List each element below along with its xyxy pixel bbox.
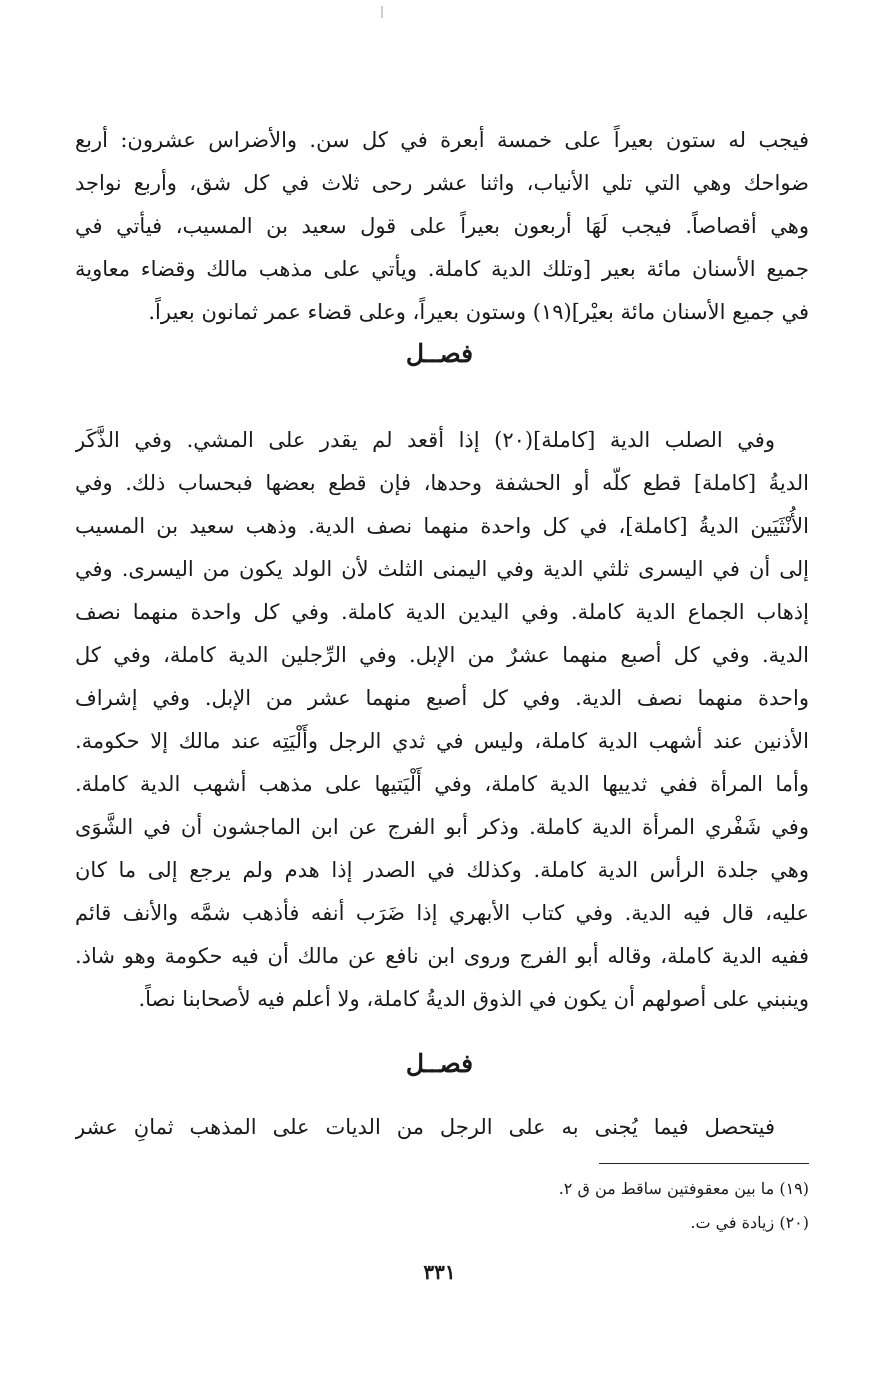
footnote-divider — [599, 1163, 809, 1164]
text-line: الديةُ [كاملة] قطع كلّه أو الحشفة وحدها، فإن قطع بعضها فبحساب ذلك. وفي — [75, 471, 809, 495]
text-line: ففيه الدية كاملة، وقاله أبو الفرج وروى ابن نافع عن مالك أن فيه حكومة وهو شاذ. — [75, 944, 809, 968]
page-number: ٣٣١ — [423, 1260, 456, 1284]
text-line: فيجب له ستون بعيراً على خمسة أبعرة في كل سن. والأضراس عشرون: أربع — [75, 128, 809, 152]
text-line: الأذنين عند أشهب الدية كاملة، وليس في ثدي الرجل وأَلْيَتِه عند مالك إلا حكومة. — [75, 729, 809, 753]
text-line: جميع الأسنان مائة بعير [وتلك الدية كاملة. ويأتي على مذهب مالك وقضاء معاوية — [75, 257, 809, 281]
text-line: وهي أقصاصاً. فيجب لَهَا أربعون بعيراً على قول سعيد بن المسيب، فيأتي في — [75, 214, 809, 238]
text-line: عليه، قال فيه الدية. وفي كتاب الأبهري إذا ضَرَب أنفه فأذهب شمَّه والأنف قائم — [75, 901, 809, 925]
text-line: الدية. وفي كل أصبع منهما عشرٌ من الإبل. وفي الرِّجلين الدية كاملة، وفي كل — [75, 643, 809, 667]
footnote: (١٩) ما بين معقوفتين ساقط من ق ٢. — [558, 1179, 809, 1198]
text-line: وينبني على أصولهم أن يكون في الذوق الديةُ كاملة، ولا أعلم فيه لأصحابنا نصاً. — [138, 987, 809, 1011]
section-heading: فصــل — [405, 1049, 474, 1078]
text-line: إذهاب الجماع الدية كاملة. وفي اليدين الدية كاملة. وفي كل واحدة منهما نصف — [75, 600, 809, 624]
section-heading: فصــل — [405, 339, 474, 368]
text-line: ضواحك وهي التي تلي الأنياب، واثنا عشر رحى ثلاث في كل شق، وأربع نواجد — [75, 171, 809, 195]
footnote: (٢٠) زيادة في ت. — [690, 1213, 809, 1232]
scan-mark — [381, 6, 383, 18]
text-line: وأما المرأة ففي ثدييها الدية كاملة، وفي أَلْيَتيها على مذهب أشهب الدية كاملة. — [75, 772, 809, 796]
text-line: إلى أن في اليسرى ثلثي الدية وفي اليمنى الثلث لأن الولد يكون من اليسرى. وفي — [75, 557, 809, 581]
text-line: وفي شَفْري المرأة الدية كاملة. وذكر أبو الفرج عن ابن الماجشون أن في الشَّوَى — [75, 815, 809, 839]
text-line: الأُنْثَيَين الديةُ [كاملة]، في كل واحدة منهما نصف الدية. وذهب سعيد بن المسيب — [75, 514, 809, 538]
text-line: وهي جلدة الرأس الدية كاملة. وكذلك في الصدر إذا هدم ولم يرجع إلى ما كان — [75, 858, 809, 882]
text-line: فيتحصل فيما يُجنى به على الرجل من الديات على المذهب ثمانِ عشر — [75, 1115, 775, 1139]
footnotes — [75, 1172, 809, 1240]
text-line: واحدة منهما نصف الدية. وفي كل أصبع منهما عشر من الإبل. وفي إشراف — [75, 686, 809, 710]
paragraph-1 — [75, 119, 809, 334]
text-line: وفي الصلب الدية [كاملة](٢٠) إذا أقعد لم يقدر على المشي. وفي الذَّكَر — [75, 428, 775, 452]
paragraph-2 — [75, 419, 809, 1021]
paragraph-3 — [75, 1106, 809, 1149]
text-line: في جميع الأسنان مائة بعيْر](١٩) وستون بعيراً، وعلى قضاء عمر ثمانون بعيراً. — [148, 300, 809, 324]
